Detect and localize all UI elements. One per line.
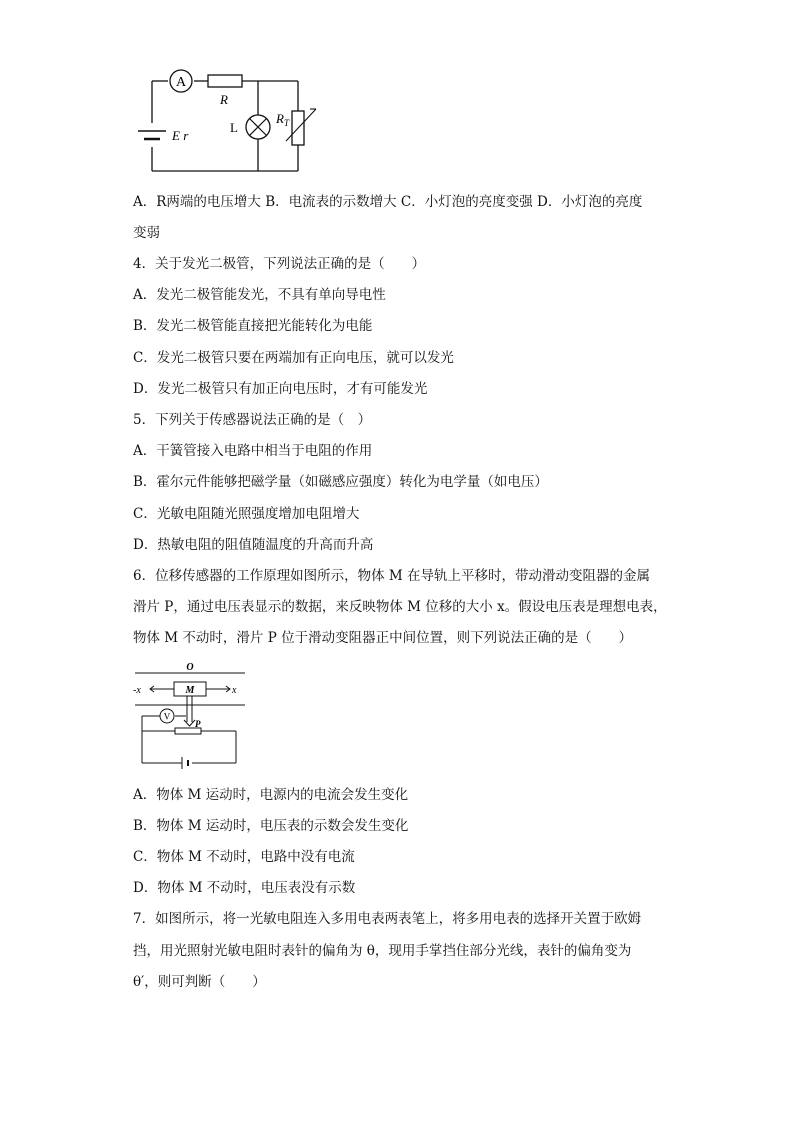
source-label: E r (172, 128, 189, 143)
resistor-symbol (208, 75, 242, 87)
lamp-label: L (230, 120, 238, 135)
displacement-sensor-diagram (130, 660, 250, 780)
q6-option-b: B．物体 M 运动时，电压表的示数会发生变化 (133, 818, 409, 834)
q6-option-a: A．物体 M 运动时，电源内的电流会发生变化 (133, 787, 409, 803)
mass-label: M (185, 685, 195, 696)
q7-stem-line3: θ′，则可判断（ ） (133, 974, 266, 990)
q5-option-d: D．热敏电阻的阻值随温度的升高而升高 (133, 537, 374, 553)
q5-option-c: C．光敏电阻随光照强度增加电阻增大 (133, 506, 360, 522)
q4-stem: 4．关于发光二极管，下列说法正确的是（ ） (133, 256, 426, 272)
battery-symbol (138, 131, 166, 139)
slider-label: P (195, 719, 201, 729)
q6-option-c: C．物体 M 不动时，电路中没有电流 (133, 849, 355, 865)
q6-stem-line2: 滑片 P，通过电压表显示的数据，来反映物体 M 位移的大小 x。假设电压表是理想电表， (133, 599, 667, 615)
q4-option-c: C．发光二极管只要在两端加有正向电压，就可以发光 (133, 350, 454, 366)
thermistor-label: $R_T$ (276, 111, 289, 128)
q3-options-line2: 变弱 (133, 225, 160, 241)
q4-option-d: D．发光二极管只有加正向电压时，才有可能发光 (133, 381, 428, 397)
q6-stem-line3: 物体 M 不动时，滑片 P 位于滑动变阻器正中间位置，则下列说法正确的是（ ） (133, 630, 633, 646)
q4-option-a: A．发光二极管能发光，不具有单向导电性 (133, 287, 386, 303)
q5-option-b: B．霍尔元件能够把磁学量（如磁感应强度）转化为电学量（如电压） (133, 474, 548, 490)
circuit-diagram-1 (130, 65, 330, 175)
voltmeter-label: V (163, 711, 171, 722)
q5-option-a: A．干簧管接入电路中相当于电阻的作用 (133, 443, 373, 459)
q6-stem-line1: 6．位移传感器的工作原理如图所示，物体 M 在导轨上平移时，带动滑动变阻器的金属 (133, 568, 650, 584)
q5-stem: 5．下列关于传感器说法正确的是（ ） (133, 412, 372, 428)
ammeter-label: A (175, 75, 187, 90)
q7-stem-line1: 7．如图所示，将一光敏电阻连入多用电表两表笔上，将多用电表的选择开关置于欧姆 (133, 911, 642, 927)
q7-stem-line2: 挡，用光照射光敏电阻时表针的偏角为 θ，现用手掌挡住部分光线，表针的偏角变为 (133, 943, 632, 959)
origin-label: O (186, 662, 194, 673)
left-x-label: -x (133, 685, 141, 696)
resistor-label: R (220, 92, 228, 107)
q6-option-d: D．物体 M 不动时，电压表没有示数 (133, 880, 356, 896)
right-x-label: x (232, 685, 237, 696)
q3-options-line1: A．R两端的电压增大 B．电流表的示数增大 C．小灯泡的亮度变强 D．小灯泡的亮度 (133, 194, 643, 210)
q4-option-b: B．发光二极管能直接把光能转化为电能 (133, 318, 373, 334)
